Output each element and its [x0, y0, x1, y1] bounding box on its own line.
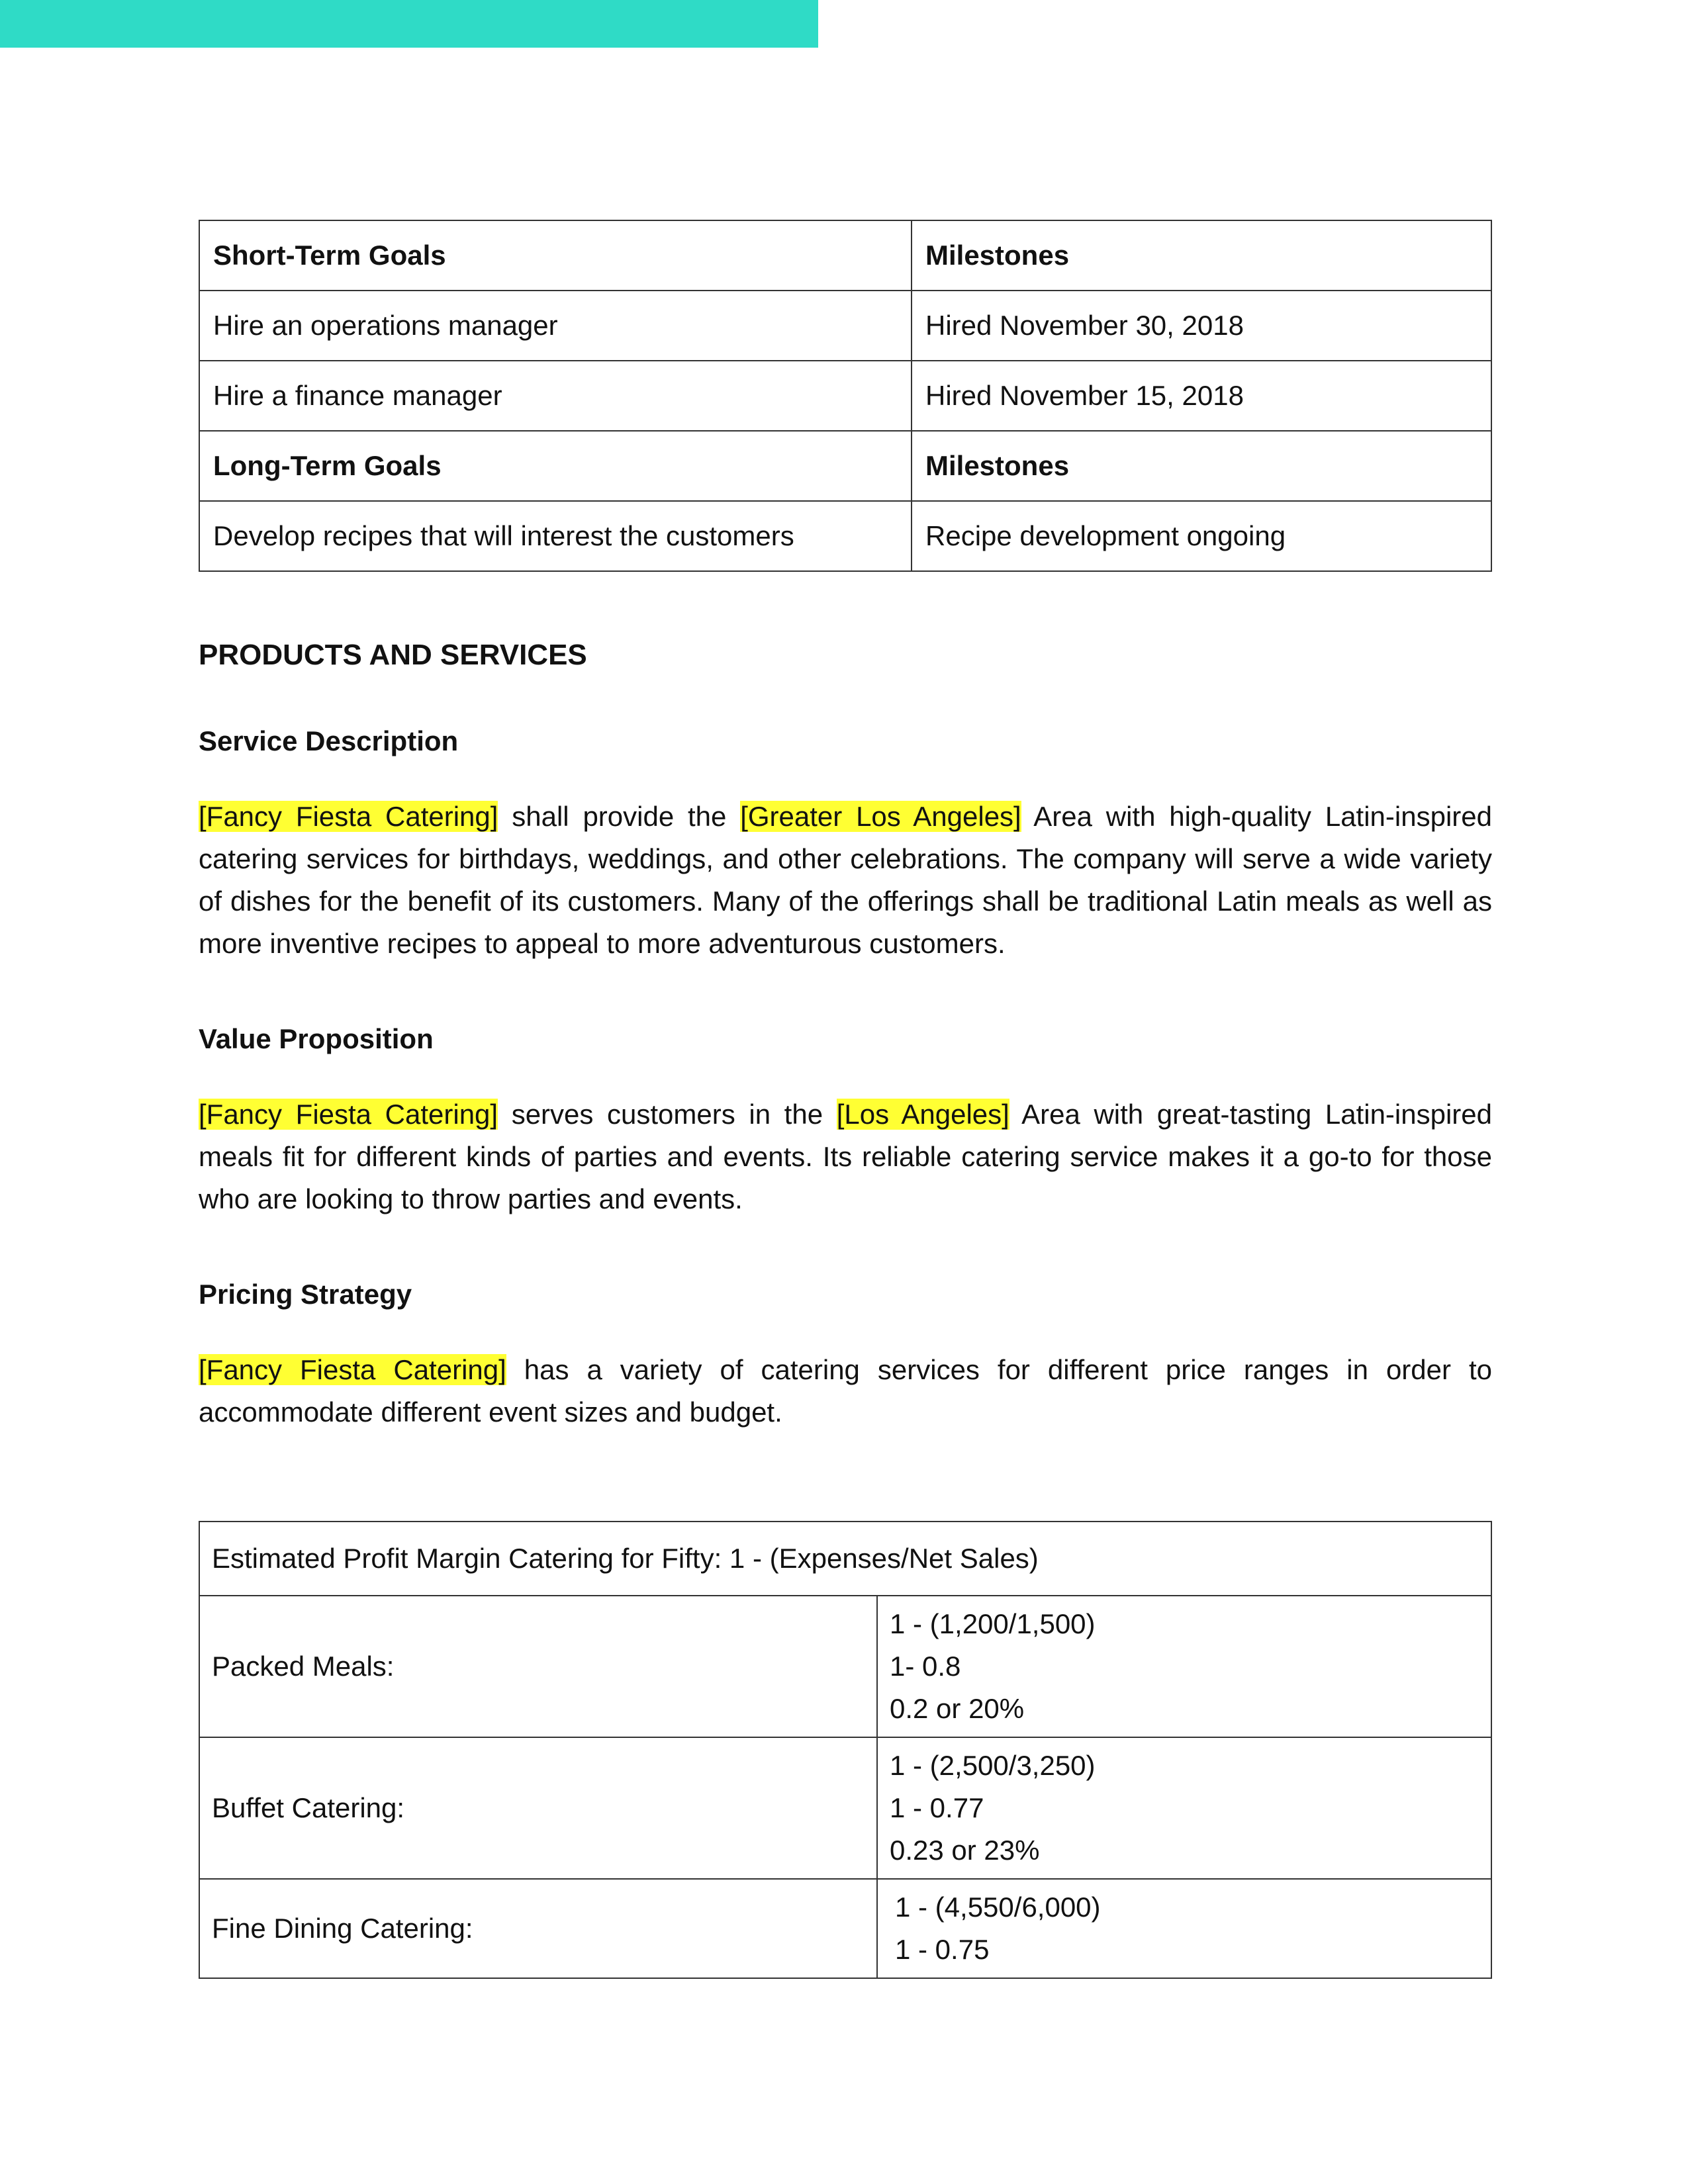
calculation-cell	[877, 1737, 1491, 1879]
profit-margin-table	[199, 1521, 1492, 1979]
calculation-line: 1 - 0.75	[895, 1934, 990, 1965]
calculation-line: 0.2 or 20%	[890, 1693, 1025, 1724]
area-highlight: [Greater Los Angeles]	[740, 801, 1021, 832]
service-label-cell: Fine Dining Catering:	[199, 1879, 877, 1978]
goal-cell: Develop recipes that will interest the customers	[199, 501, 912, 571]
header-accent-bar	[0, 0, 818, 48]
pricing-strategy-paragraph	[199, 1349, 1492, 1433]
area-highlight: [Los Angeles]	[836, 1099, 1009, 1130]
calculation-cell	[877, 1596, 1491, 1737]
milestone-cell: Recipe development ongoing	[912, 501, 1491, 571]
pricing-strategy-title: Pricing Strategy	[199, 1279, 412, 1310]
calculation-line: 1 - 0.77	[890, 1792, 984, 1823]
calculation-line: 1 - (4,550/6,000)	[895, 1891, 1101, 1923]
table-row	[199, 220, 1491, 291]
table-row	[199, 291, 1491, 361]
table-row	[199, 431, 1491, 501]
paragraph-text: has a variety of catering services for different price ranges in order to accommodate different event sizes and budget.	[199, 1354, 1493, 1428]
table-row	[199, 1522, 1491, 1596]
paragraph-text: serves customers in the	[498, 1099, 837, 1130]
milestones-header-cell: Milestones	[912, 220, 1491, 291]
milestones-header-cell: Milestones	[912, 431, 1491, 501]
milestone-cell: Hired November 30, 2018	[912, 291, 1491, 361]
table-row	[199, 361, 1491, 431]
goals-header-cell: Short-Term Goals	[199, 220, 912, 291]
section-heading: PRODUCTS AND SERVICES	[199, 639, 587, 671]
goal-cell: Hire a finance manager	[199, 361, 912, 431]
goal-cell: Hire an operations manager	[199, 291, 912, 361]
service-description-paragraph	[199, 796, 1492, 965]
company-name-highlight: [Fancy Fiesta Catering]	[199, 1099, 498, 1130]
profit-margin-title-cell: Estimated Profit Margin Catering for Fifty: 1 - (Expenses/Net Sales)	[199, 1522, 1491, 1596]
calculation-line: 0.23 or 23%	[890, 1835, 1040, 1866]
table-row	[199, 1737, 1491, 1879]
calculation-line: 1 - (1,200/1,500)	[890, 1608, 1096, 1639]
milestone-cell: Hired November 15, 2018	[912, 361, 1491, 431]
goals-header-cell: Long-Term Goals	[199, 431, 912, 501]
page-content	[199, 220, 1493, 1965]
paragraph-text: shall provide the	[498, 801, 741, 832]
table-row	[199, 501, 1491, 571]
table-row	[199, 1596, 1491, 1737]
paragraph-text: Area with great-tasting Latin-inspired meals fit for different kinds of parties and events. Its reliable catering service makes it a go-to for those who are looking to throw parties and events.	[199, 1099, 1493, 1214]
calculation-line: 1 - (2,500/3,250)	[890, 1750, 1096, 1781]
goals-table	[199, 220, 1492, 572]
paragraph-text: Area with high-quality Latin-inspired catering services for birthdays, weddings, and other celebrations. The company will serve a wide variety of dishes for the benefit of its customers. Many of the offerings shall be traditional Latin meals as well as more inventive recipes to appeal to more adventurous customers.	[199, 801, 1492, 959]
service-label-cell: Buffet Catering:	[199, 1737, 877, 1879]
company-name-highlight: [Fancy Fiesta Catering]	[199, 801, 498, 832]
service-description-title: Service Description	[199, 725, 459, 756]
value-proposition-title: Value Proposition	[199, 1023, 434, 1054]
calculation-line: 1- 0.8	[890, 1651, 961, 1682]
value-proposition-paragraph	[199, 1093, 1492, 1220]
company-name-highlight: [Fancy Fiesta Catering]	[199, 1354, 506, 1385]
service-label-cell: Packed Meals:	[199, 1596, 877, 1737]
calculation-cell	[877, 1879, 1491, 1978]
table-row	[199, 1879, 1491, 1978]
